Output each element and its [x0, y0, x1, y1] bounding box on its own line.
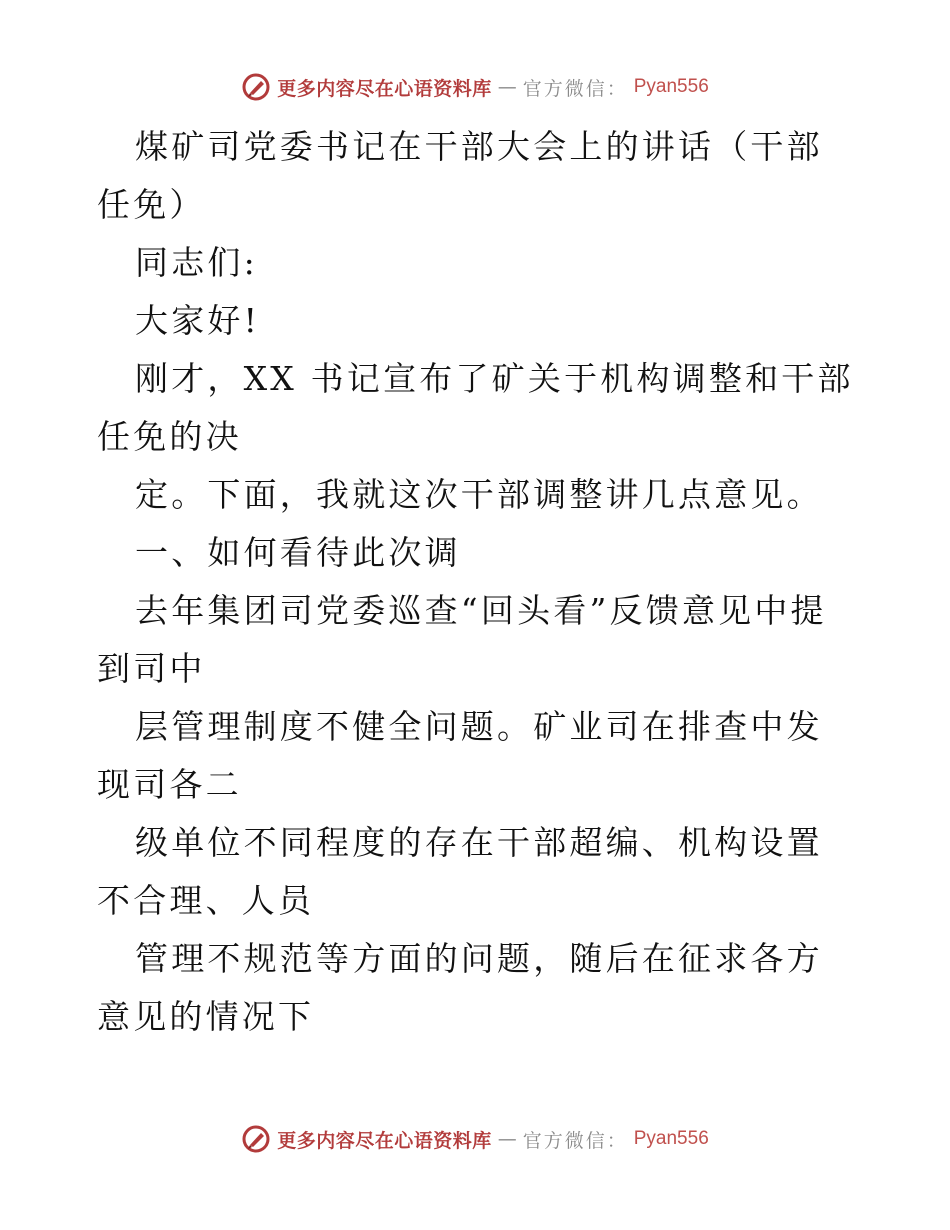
greeting: 大家好!: [135, 301, 261, 340]
section-heading: 一、如何看待此次调: [135, 533, 461, 572]
body-paragraph: 管理不规范等方面的问题，随后在征求各方意见的情况下: [97, 939, 823, 1036]
watermark-wechat-id: Pyan556: [633, 1128, 709, 1149]
watermark-dash: —: [497, 76, 517, 98]
body-paragraph: 定。下面，我就这次干部调整讲几点意见。: [135, 475, 823, 514]
footer-watermark: [0, 1124, 950, 1154]
body-paragraph: 级单位不同程度的存在干部超编、机构设置不合理、人员: [97, 823, 823, 920]
body-paragraph: 去年集团司党委巡查“回头看”反馈意见中提到司中: [97, 591, 827, 688]
pen-logo-icon: [241, 72, 271, 102]
document-title: 煤矿司党委书记在干部大会上的讲话（干部任免）: [97, 127, 823, 224]
watermark-official-label: 官方微信：: [522, 77, 628, 100]
body-paragraph: 层管理制度不健全问题。矿业司在排查中发现司各二: [97, 707, 823, 804]
header-watermark: [0, 72, 950, 102]
salutation: 同志们:: [135, 243, 258, 282]
body-paragraph: 刚才，XX 书记宣布了矿关于机构调整和干部任免的决: [97, 359, 854, 456]
pen-logo-icon: [241, 1124, 271, 1154]
watermark-dash: —: [497, 1128, 517, 1150]
watermark-official-label: 官方微信：: [522, 1129, 628, 1152]
watermark-wechat-id: Pyan556: [633, 76, 709, 97]
watermark-text: 更多内容尽在心语资料库: [277, 1129, 492, 1152]
watermark-text: 更多内容尽在心语资料库: [277, 77, 492, 100]
document-body: [97, 118, 857, 1046]
